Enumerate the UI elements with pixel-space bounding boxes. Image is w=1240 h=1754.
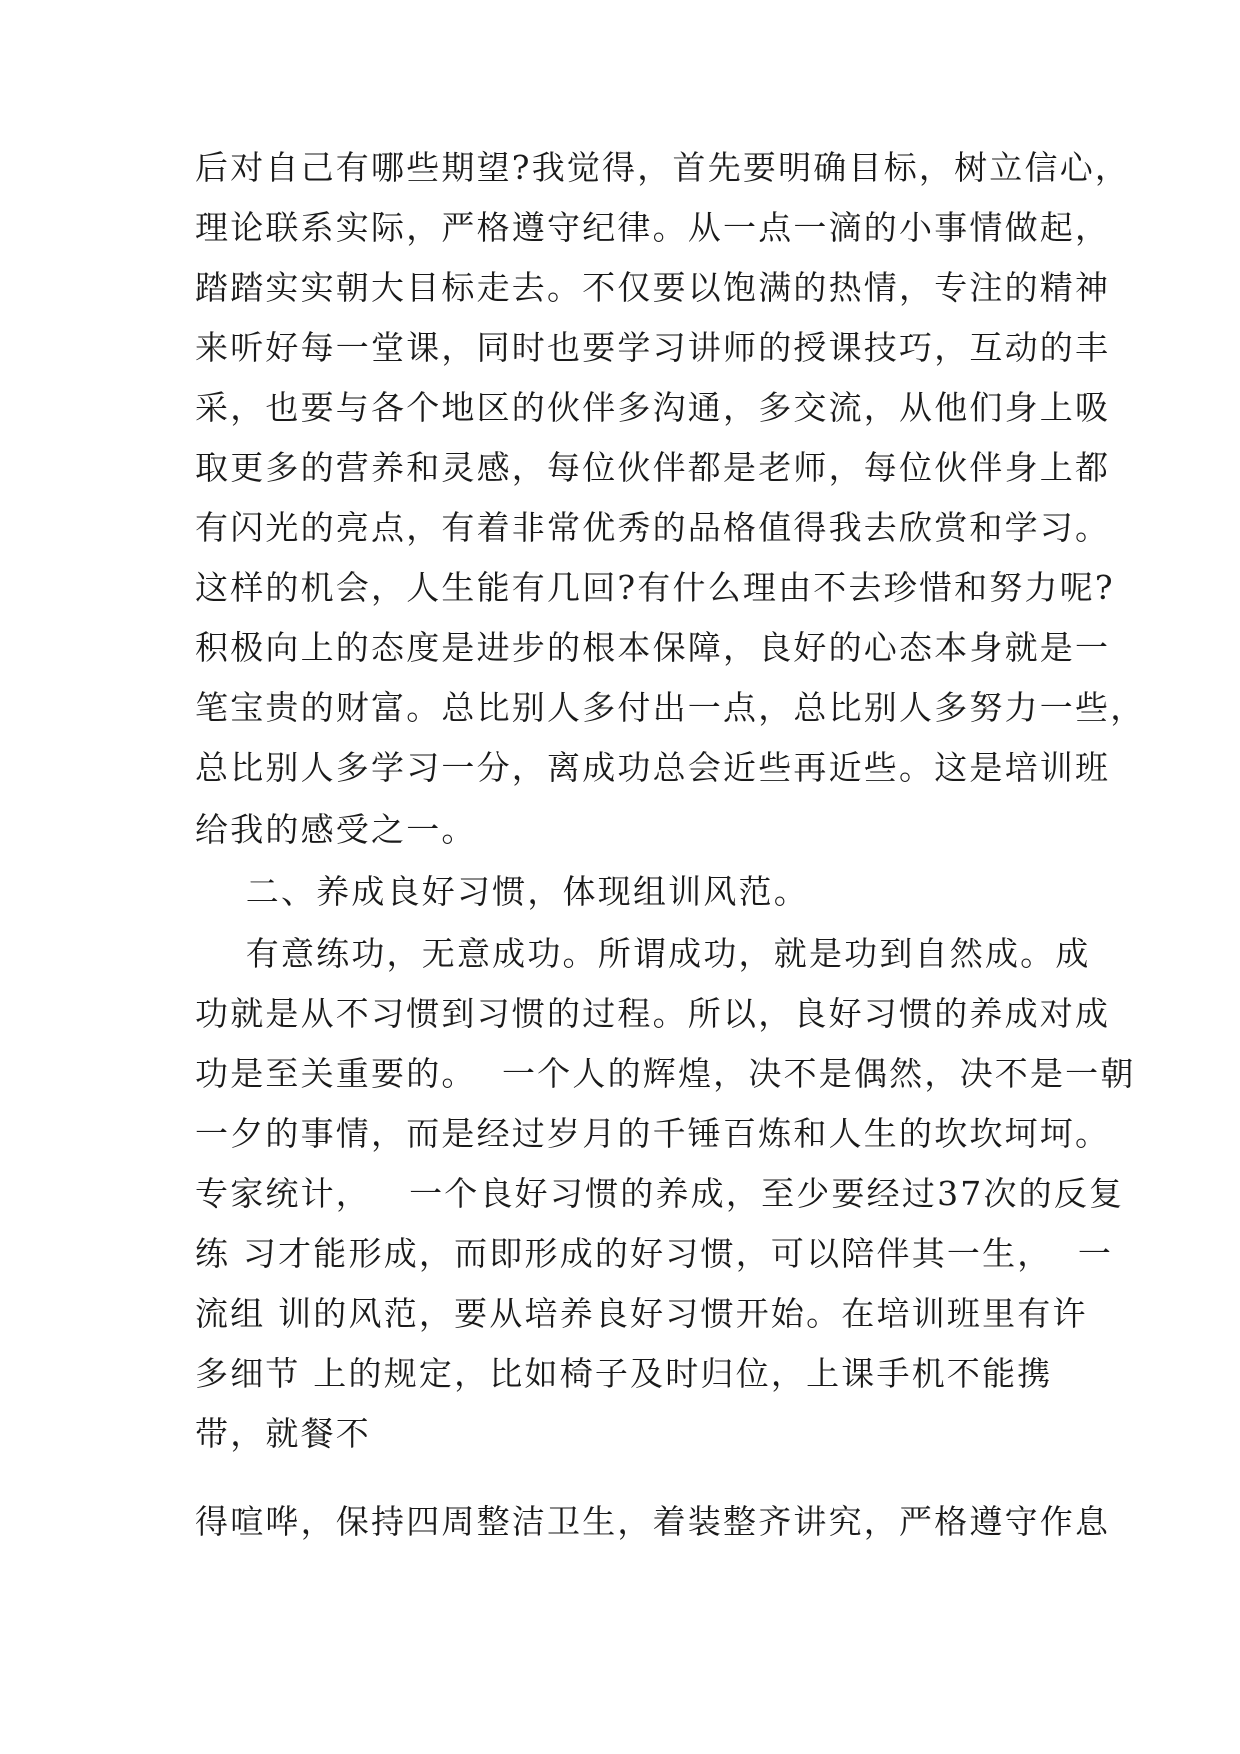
text-line: 流组 训的风范，要从培养良好习惯开始。在培训班里有许 bbox=[195, 1294, 1088, 1333]
text-line: 采，也要与各个地区的伙伴多沟通，多交流，从他们身上吸 bbox=[195, 388, 1111, 427]
text-line: 有意练功，无意成功。所谓成功，就是功到自然成。成 bbox=[195, 934, 1091, 973]
text-line: 功就是从不习惯到习惯的过程。所以，良好习惯的养成对成 bbox=[195, 994, 1111, 1033]
text-line: 带，就餐不 bbox=[195, 1414, 371, 1453]
text-line: 专家统计， 一个良好习惯的养成，至少要经过37次的反复 bbox=[195, 1174, 1125, 1213]
section-heading: 二、养成良好习惯，体现组训风范。 bbox=[195, 872, 809, 911]
text-line: 总比别人多学习一分，离成功总会近些再近些。这是培训班 bbox=[195, 748, 1111, 787]
text-line: 一夕的事情，而是经过岁月的千锤百炼和人生的坎坎坷坷。 bbox=[195, 1114, 1111, 1153]
text-line: 踏踏实实朝大目标走去。不仅要以饱满的热情，专注的精神 bbox=[195, 268, 1111, 307]
text-line: 给我的感受之一。 bbox=[195, 810, 477, 849]
text-line: 来听好每一堂课，同时也要学习讲师的授课技巧，互动的丰 bbox=[195, 328, 1111, 367]
text-line: 取更多的营养和灵感，每位伙伴都是老师，每位伙伴身上都 bbox=[195, 448, 1111, 487]
text-line: 练 习才能形成，而即形成的好习惯，可以陪伴其一生， 一 bbox=[195, 1234, 1114, 1273]
text-line: 笔宝贵的财富。总比别人多付出一点，总比别人多努力一些， bbox=[195, 688, 1146, 727]
text-line: 功是至关重要的。 一个人的辉煌，决不是偶然，决不是一朝 bbox=[195, 1054, 1136, 1093]
text-line: 理论联系实际，严格遵守纪律。从一点一滴的小事情做起， bbox=[195, 208, 1111, 247]
text-line: 得喧哗，保持四周整洁卫生，着装整齐讲究，严格遵守作息 bbox=[195, 1502, 1111, 1541]
text-line: 有闪光的亮点，有着非常优秀的品格值得我去欣赏和学习。 bbox=[195, 508, 1111, 547]
text-line: 积极向上的态度是进步的根本保障，良好的心态本身就是一 bbox=[195, 628, 1111, 667]
text-line: 这样的机会，人生能有几回?有什么理由不去珍惜和努力呢? bbox=[195, 568, 1115, 607]
text-line: 多细节 上的规定，比如椅子及时归位，上课手机不能携 bbox=[195, 1354, 1053, 1393]
text-line: 后对自己有哪些期望?我觉得，首先要明确目标，树立信心， bbox=[195, 148, 1131, 187]
